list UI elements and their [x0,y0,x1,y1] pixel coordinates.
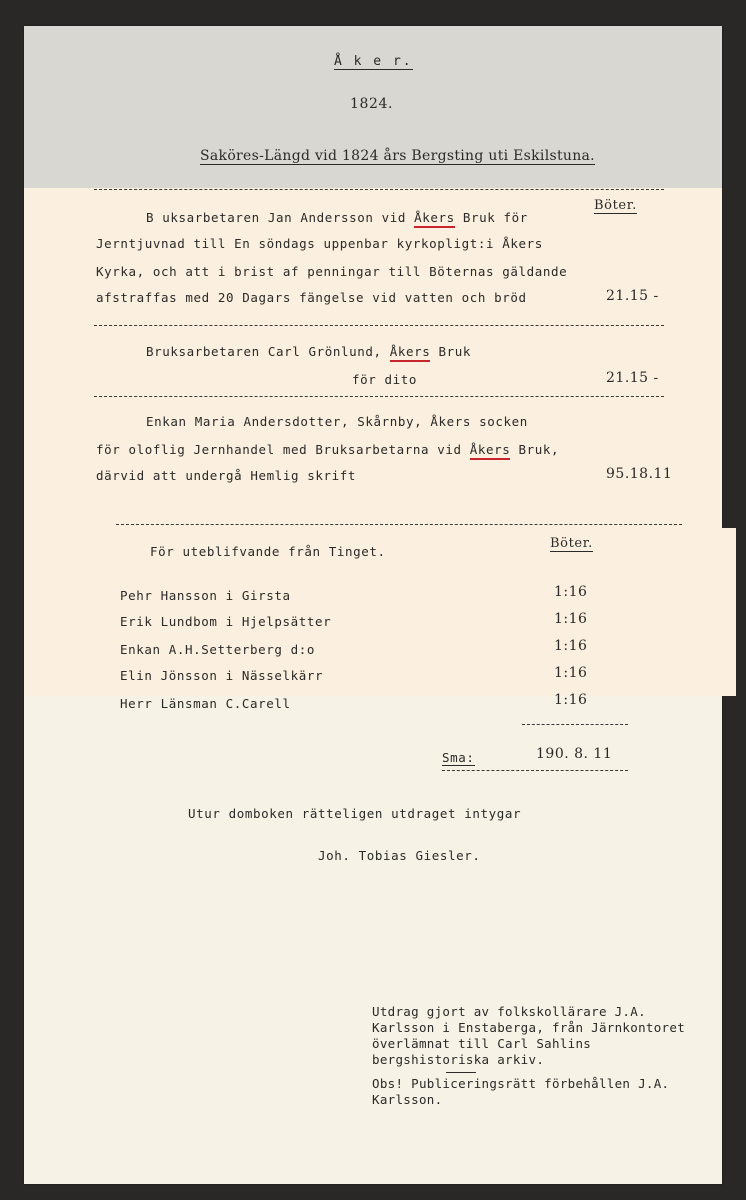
akers-highlight: Åkers [414,210,455,228]
separator [94,325,664,326]
document-title: Saköres-Längd vid 1824 års Bergsting uti Eskilstuna. [200,148,595,164]
absent-fine: 1:16 [554,584,588,600]
entry-3-line-2: för oloflig Jernhandel med Bruksarbetarna vid Åkers Bruk, [96,442,559,457]
boter-heading: Böter. [594,198,637,213]
separator [94,189,664,190]
entry-3-line-3: därvid att undergå Hemlig skrift [96,468,357,483]
absent-name: Pehr Hansson i Girsta [120,588,291,603]
note-divider [446,1072,476,1073]
sum-rule [522,724,628,725]
absent-name: Erik Lundbom i Hjelpsätter [120,614,332,629]
document-sheet [24,26,722,1184]
entry-1-amount: 21.15 - [606,288,659,304]
absent-boter-heading: Böter. [550,536,593,551]
separator [94,396,664,397]
absent-name: Enkan A.H.Setterberg d:o [120,642,316,657]
certification-text: Utur domboken rätteligen utdraget intygar [188,806,522,821]
entry-2-line-1: Bruksarbetaren Carl Grönlund, Åkers Bruk [146,344,471,359]
year-heading: 1824. [350,96,394,112]
absent-fine: 1:16 [554,665,588,681]
place-heading: Å k e r. [334,54,413,69]
entry-2-line-2: för dito [352,372,418,387]
absent-fine: 1:16 [554,692,588,708]
absent-fine: 1:16 [554,611,588,627]
akers-highlight: Åkers [470,442,511,460]
total-label: Sma: [442,750,475,765]
absent-heading: För uteblifvande från Tinget. [150,544,386,559]
total-rule [442,770,628,771]
total-value: 190. 8. 11 [536,746,613,762]
entry-1-line-1: B uksarbetaren Jan Andersson vid Åkers Bruk för [146,210,528,225]
rights-note: Obs! Publiceringsrätt förbehållen J.A. Karlsson. [372,1076,670,1107]
entry-3-amount: 95.18.11 [606,466,673,482]
entry-1-line-4: afstraffas med 20 Dagars fängelse vid vatten och bröd [96,290,527,305]
absent-fine: 1:16 [554,638,588,654]
archive-note: Utdrag gjort av folkskollärare J.A. Karlsson i Enstaberga, från Järnkontoret överlämnat till Carl Sahlins bergshistoriska arkiv. [372,1004,686,1067]
absent-name: Elin Jönsson i Nässelkärr [120,668,324,683]
akers-highlight: Åkers [390,344,431,362]
entry-2-amount: 21.15 - [606,370,659,386]
signature: Joh. Tobias Giesler. [318,848,481,863]
absent-name: Herr Länsman C.Carell [120,696,291,711]
separator [116,524,682,525]
entry-1-line-3: Kyrka, och att i brist af penningar till Böternas gäldande [96,264,568,279]
entry-1-line-2: Jerntjuvnad till En söndags uppenbar kyrkopligt:i Åkers [96,236,543,251]
entry-3-line-1: Enkan Maria Andersdotter, Skårnby, Åkers socken [146,414,528,429]
